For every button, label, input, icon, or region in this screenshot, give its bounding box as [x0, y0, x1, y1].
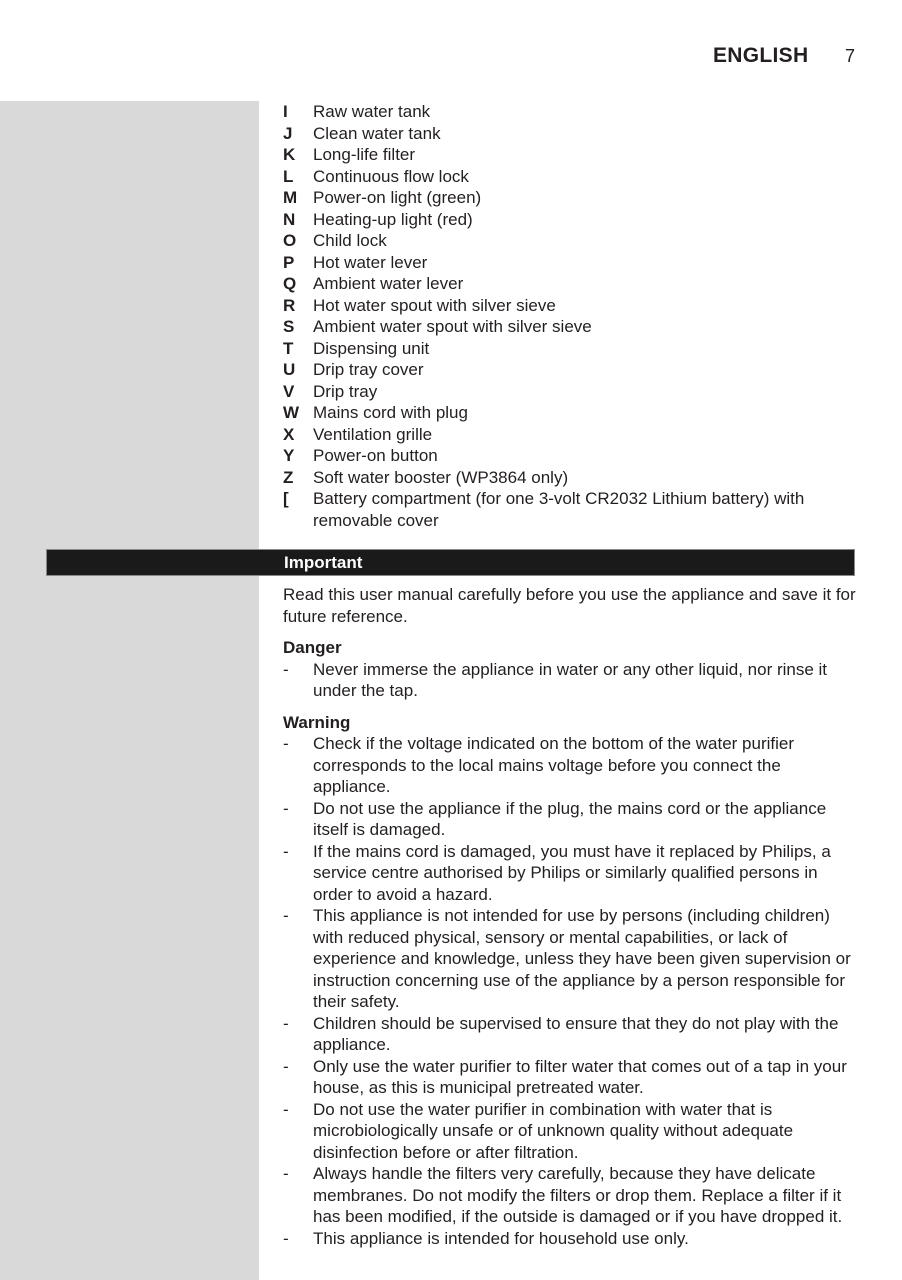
important-section-bar: [46, 549, 855, 576]
warning-text: Do not use the water purifier in combination with water that is microbiologically unsafe or of unknown quality without adequate disinfection before or after filtration.: [313, 1099, 794, 1162]
bullet-dash: -: [283, 1056, 289, 1076]
list-item: [283, 424, 863, 446]
list-item: [283, 359, 863, 381]
bullet-dash: -: [283, 734, 289, 753]
part-letter: Q: [283, 274, 297, 293]
part-letter: W: [283, 403, 300, 422]
part-label: Long-life filter: [313, 145, 416, 164]
part-label: Battery compartment (for one 3-volt CR2032 Lithium battery) with removable cover: [313, 489, 805, 530]
bullet-dash: -: [283, 1099, 289, 1119]
danger-heading: Danger: [283, 638, 342, 657]
part-letter: N: [283, 209, 296, 229]
list-item: [283, 467, 863, 489]
page-number: 7: [845, 46, 856, 66]
parts-list: [283, 101, 863, 531]
part-letter: K: [283, 145, 296, 164]
list-item: [283, 841, 861, 906]
part-label: Mains cord with plug: [313, 403, 468, 422]
danger-text: Never immerse the appliance in water or any other liquid, nor rinse it under the tap.: [313, 659, 828, 700]
part-label: Power-on light (green): [313, 188, 482, 207]
danger-list: [283, 659, 861, 702]
part-letter: V: [283, 381, 295, 401]
warning-text: Always handle the filters very carefully, because they have delicate membranes. Do not modify the filters or drop them. Replace a filter if it has been modified, if the outside is damaged or if you have dropped it.: [313, 1164, 843, 1226]
intro-paragraph: Read this user manual carefully before you use the appliance and save it for future reference.: [283, 585, 856, 626]
part-label: Ventilation grille: [313, 424, 433, 444]
list-item: [283, 166, 863, 188]
bullet-dash: -: [283, 659, 289, 679]
warning-text: If the mains cord is damaged, you must have it replaced by Philips, a service centre authorised by Philips or similarly qualified persons in order to avoid a hazard.: [313, 841, 831, 904]
part-letter: I: [283, 102, 288, 121]
list-item: [283, 273, 863, 295]
list-item: [283, 144, 863, 166]
part-letter: S: [283, 317, 295, 336]
part-label: Raw water tank: [313, 102, 431, 121]
list-item: [283, 905, 861, 1013]
language-heading: ENGLISH: [713, 44, 809, 67]
part-letter: U: [283, 360, 296, 379]
bullet-dash: -: [283, 841, 289, 861]
list-item: [283, 798, 861, 841]
part-letter: Z: [283, 467, 294, 487]
part-letter: T: [283, 338, 294, 358]
list-item: [283, 1228, 861, 1250]
list-item: [283, 316, 863, 338]
list-item: [283, 187, 863, 209]
list-item: [283, 209, 863, 231]
warning-text: Children should be supervised to ensure that they do not play with the appliance.: [313, 1013, 839, 1054]
part-letter: P: [283, 252, 295, 272]
list-item: [283, 230, 863, 252]
list-item: [283, 123, 863, 145]
part-letter: L: [283, 166, 294, 186]
part-letter: X: [283, 424, 295, 444]
bullet-dash: -: [283, 906, 289, 925]
warning-text: Check if the voltage indicated on the bottom of the water purifier corresponds to the local mains voltage before you connect the appliance.: [313, 734, 794, 796]
bullet-dash: -: [283, 1228, 289, 1248]
list-item: [283, 488, 863, 531]
part-label: Drip tray cover: [313, 360, 424, 379]
part-label: Dispensing unit: [313, 338, 430, 358]
warning-text: This appliance is intended for household use only.: [313, 1228, 689, 1248]
part-label: Ambient water lever: [313, 274, 464, 293]
part-label: Hot water spout with silver sieve: [313, 295, 556, 315]
list-item: [283, 252, 863, 274]
part-letter: M: [283, 188, 298, 207]
list-item: [283, 338, 863, 360]
warning-heading: Warning: [283, 712, 351, 732]
part-label: Heating-up light (red): [313, 209, 473, 229]
bullet-dash: -: [283, 1164, 289, 1183]
part-letter: Y: [283, 446, 295, 465]
list-item: [283, 1099, 861, 1164]
list-item: [283, 295, 863, 317]
warning-text: Do not use the appliance if the plug, the mains cord or the appliance itself is damaged.: [313, 798, 827, 839]
part-label: Child lock: [313, 231, 387, 250]
part-label: Clean water tank: [313, 123, 441, 143]
part-letter: R: [283, 295, 296, 315]
bullet-dash: -: [283, 1013, 289, 1033]
part-label: Power-on button: [313, 446, 438, 465]
left-margin-panel: [0, 101, 259, 1280]
part-label: Hot water lever: [313, 252, 428, 272]
list-item: [283, 381, 863, 403]
list-item: [283, 1013, 861, 1056]
warning-list: [283, 733, 861, 1249]
important-content: [283, 584, 861, 1259]
part-label: Soft water booster (WP3864 only): [313, 467, 569, 487]
part-letter: O: [283, 231, 297, 250]
part-letter: [: [283, 489, 289, 508]
list-item: [283, 101, 863, 123]
part-label: Ambient water spout with silver sieve: [313, 317, 592, 336]
list-item: [283, 445, 863, 467]
list-item: [283, 402, 863, 424]
list-item: [283, 659, 861, 702]
section-title: Important: [284, 553, 363, 572]
list-item: [283, 1163, 861, 1228]
list-item: [283, 1056, 861, 1099]
part-label: Continuous flow lock: [313, 166, 469, 186]
part-letter: J: [283, 123, 293, 143]
list-item: [283, 733, 861, 798]
bullet-dash: -: [283, 798, 289, 818]
part-label: Drip tray: [313, 381, 378, 401]
warning-text: This appliance is not intended for use by persons (including children) with reduced physical, sensory or mental capabilities, or lack of experience and knowledge, unless they have been given supervision or instruction concerning use of the appliance by a person responsible for their safety.: [313, 906, 851, 1011]
warning-text: Only use the water purifier to filter water that comes out of a tap in your house, as this is municipal pretreated water.: [313, 1056, 847, 1097]
